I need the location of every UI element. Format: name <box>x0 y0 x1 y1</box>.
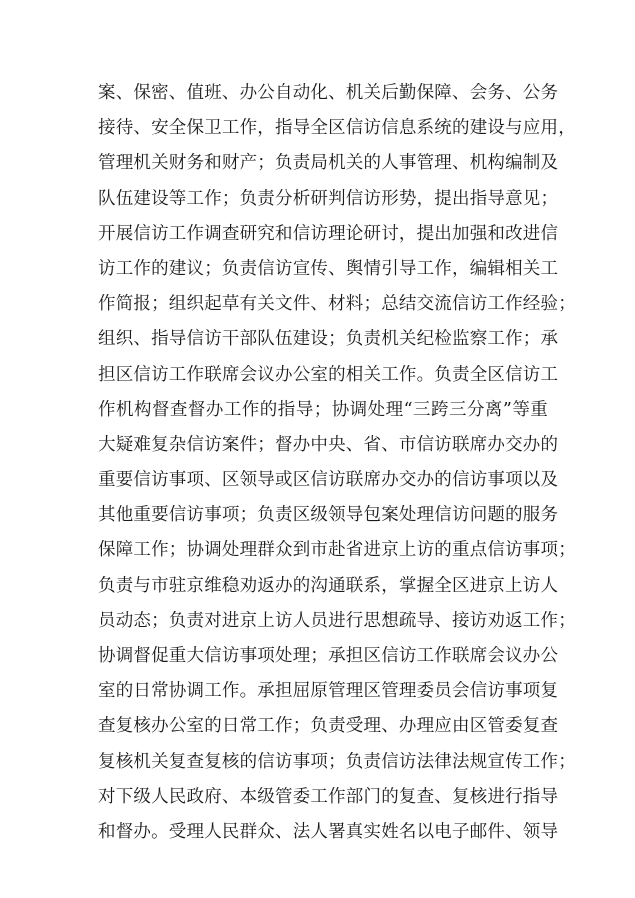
text-line: 组织、指导信访干部队伍建设；负责机关纪检监察工作；承 <box>98 329 559 350</box>
text-line: 员动态；负责对进京上访人员进行思想疏导、接访劝返工作； <box>98 610 576 631</box>
text-line: 管理机关财务和财产；负责局机关的人事管理、机构编制及 <box>98 153 559 174</box>
text-line: 和督办。受理人民群众、法人署真实姓名以电子邮件、领导 <box>98 821 559 842</box>
text-line: 其他重要信访事项；负责区级领导包案处理信访问题的服务 <box>98 505 559 526</box>
text-line: 访工作的建议；负责信访宣传、舆情引导工作，编辑相关工 <box>98 258 559 279</box>
text-line: 负责与市驻京维稳劝返办的沟通联系，掌握全区进京上访人 <box>98 575 559 596</box>
text-line: 室的日常协调工作。承担屈原管理区管理委员会信访事项复 <box>98 681 559 702</box>
text-line: 作机构督查督办工作的指导；协调处理“三跨三分离”等重 <box>98 399 548 420</box>
text-line: 查复核办公室的日常工作；负责受理、办理应由区管委复查 <box>98 716 559 737</box>
text-line: 接待、安全保卫工作，指导全区信访信息系统的建设与应用， <box>98 118 576 139</box>
text-line: 大疑难复杂信访案件；督办中央、省、市信访联席办交办的 <box>98 434 559 455</box>
text-line: 作简报；组织起草有关文件、材料；总结交流信访工作经验； <box>98 294 576 315</box>
text-line: 案、保密、值班、办公自动化、机关后勤保障、会务、公务 <box>98 83 559 103</box>
text-line: 队伍建设等工作；负责分析研判信访形势，提出指导意见； <box>98 188 559 209</box>
text-line: 保障工作；协调处理群众到市赴省进京上访的重点信访事项； <box>98 540 576 561</box>
text-line: 担区信访工作联席会议办公室的相关工作。负责全区信访工 <box>98 364 559 385</box>
text-line: 协调督促重大信访事项处理；承担区信访工作联席会议办公 <box>98 646 559 666</box>
text-line: 对下级人民政府、本级管委工作部门的复查、复核进行指导 <box>98 786 559 807</box>
text-line: 开展信访工作调查研究和信访理论研讨，提出加强和改进信 <box>98 223 559 244</box>
text-line: 重要信访事项、区领导或区信访联席办交办的信访事项以及 <box>98 470 559 491</box>
body-paragraph <box>98 76 576 850</box>
text-line: 复核机关复查复核的信访事项；负责信访法律法规宣传工作； <box>98 751 576 772</box>
